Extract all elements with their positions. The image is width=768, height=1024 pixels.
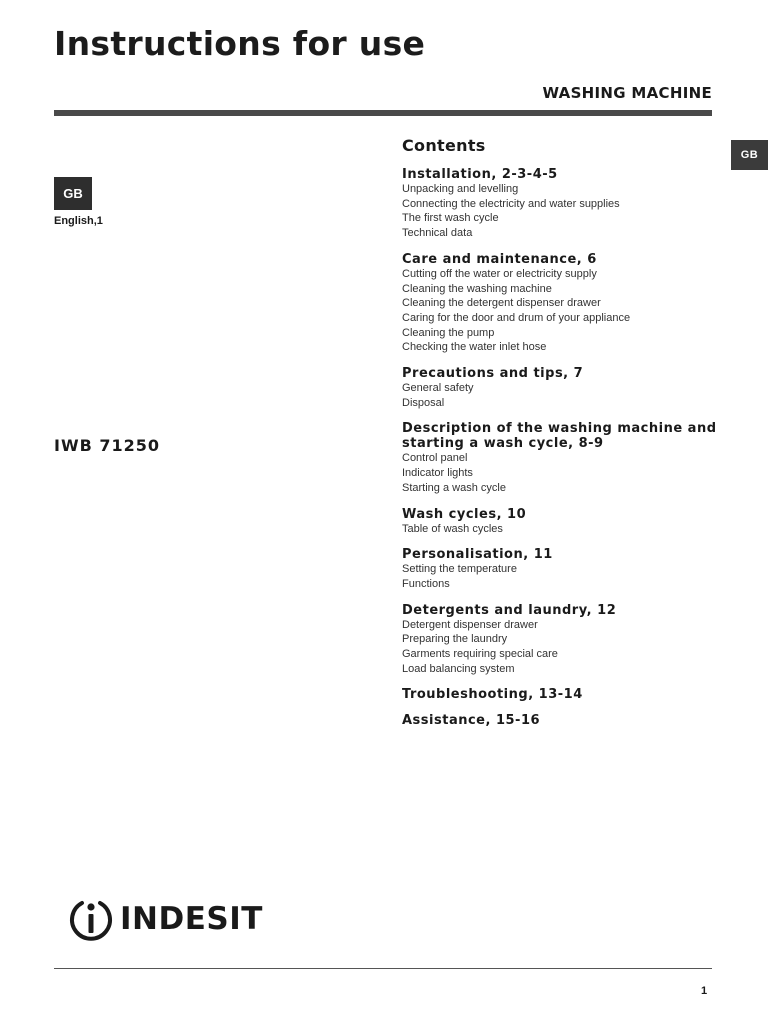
toc-subitem-list: [402, 267, 722, 355]
toc-subitem[interactable]: Starting a wash cycle: [402, 481, 506, 494]
toc-subitem[interactable]: Checking the water inlet hose: [402, 341, 547, 354]
toc-section-title[interactable]: Wash cycles, 10: [402, 506, 527, 522]
language-link-english[interactable]: English,1: [54, 215, 103, 227]
toc-subitem-list: [402, 562, 722, 591]
toc-subitem[interactable]: Cleaning the pump: [402, 326, 495, 339]
toc-section-title[interactable]: Assistance, 15-16: [402, 713, 541, 729]
document-subtitle: WASHING MACHINE: [542, 84, 712, 102]
brand-name: INDESIT: [120, 901, 263, 937]
toc-section: [402, 167, 722, 241]
header-divider: [54, 110, 712, 116]
toc-section-title[interactable]: Precautions and tips, 7: [402, 366, 584, 382]
toc-subitem-list: [402, 618, 722, 677]
toc-subitem-list: [402, 381, 722, 410]
toc-section: [402, 507, 722, 537]
footer-divider: [54, 968, 712, 969]
toc-subitem-list: [402, 182, 722, 241]
toc-subitem[interactable]: Caring for the door and drum of your appliance: [402, 311, 631, 324]
language-side-tab[interactable]: GB: [731, 140, 768, 170]
toc-section-title[interactable]: Personalisation, 11: [402, 547, 553, 563]
indesit-logo-icon: [68, 896, 114, 942]
toc-subitem[interactable]: Detergent dispenser drawer: [402, 618, 538, 631]
toc-section: [402, 252, 722, 355]
toc-section-title[interactable]: Care and maintenance, 6: [402, 251, 597, 267]
toc-subitem[interactable]: Table of wash cycles: [402, 522, 503, 535]
toc-subitem[interactable]: Garments requiring special care: [402, 648, 558, 661]
toc-subitem[interactable]: Unpacking and levelling: [402, 183, 519, 195]
toc-subitem[interactable]: General safety: [402, 382, 474, 395]
toc-subitem[interactable]: Cleaning the detergent dispenser drawer: [402, 297, 601, 310]
page-title: Instructions for use: [54, 24, 426, 63]
toc-subitem[interactable]: Disposal: [402, 396, 445, 409]
toc-section: [402, 366, 722, 410]
toc-subitem[interactable]: The first wash cycle: [402, 212, 499, 225]
toc-section-title[interactable]: Installation, 2-3-4-5: [402, 167, 558, 182]
toc-section-title[interactable]: Troubleshooting, 13-14: [402, 687, 583, 703]
toc-section-title[interactable]: Detergents and laundry, 12: [402, 602, 617, 618]
toc-subitem[interactable]: Technical data: [402, 227, 473, 240]
page-number: 1: [701, 985, 708, 997]
toc-section-list: [402, 167, 722, 728]
indesit-logo: [68, 896, 263, 942]
toc-section: [402, 421, 722, 495]
toc-section: [402, 713, 722, 728]
toc-section: [402, 603, 722, 677]
toc-subitem[interactable]: Control panel: [402, 452, 468, 465]
toc-section-title[interactable]: Description of the washing machine and starting a wash cycle, 8-9: [402, 421, 717, 452]
model-number: IWB 71250: [54, 436, 161, 455]
toc-subitem[interactable]: Connecting the electricity and water supplies: [402, 197, 620, 210]
toc-subitem[interactable]: Setting the temperature: [402, 563, 517, 576]
toc-subitem[interactable]: Cutting off the water or electricity supply: [402, 267, 597, 280]
toc-subitem[interactable]: Load balancing system: [402, 662, 515, 675]
toc-subitem[interactable]: Cleaning the washing machine: [402, 282, 552, 295]
toc-subitem-list: [402, 451, 722, 495]
toc-section: [402, 547, 722, 591]
contents-heading: Contents: [402, 136, 486, 155]
language-badge: GB: [54, 177, 92, 210]
toc-section: [402, 687, 722, 702]
toc-subitem-list: [402, 522, 722, 537]
toc-subitem[interactable]: Preparing the laundry: [402, 633, 508, 646]
toc-subitem[interactable]: Functions: [402, 577, 450, 590]
table-of-contents: [402, 136, 722, 739]
toc-subitem[interactable]: Indicator lights: [402, 467, 473, 480]
